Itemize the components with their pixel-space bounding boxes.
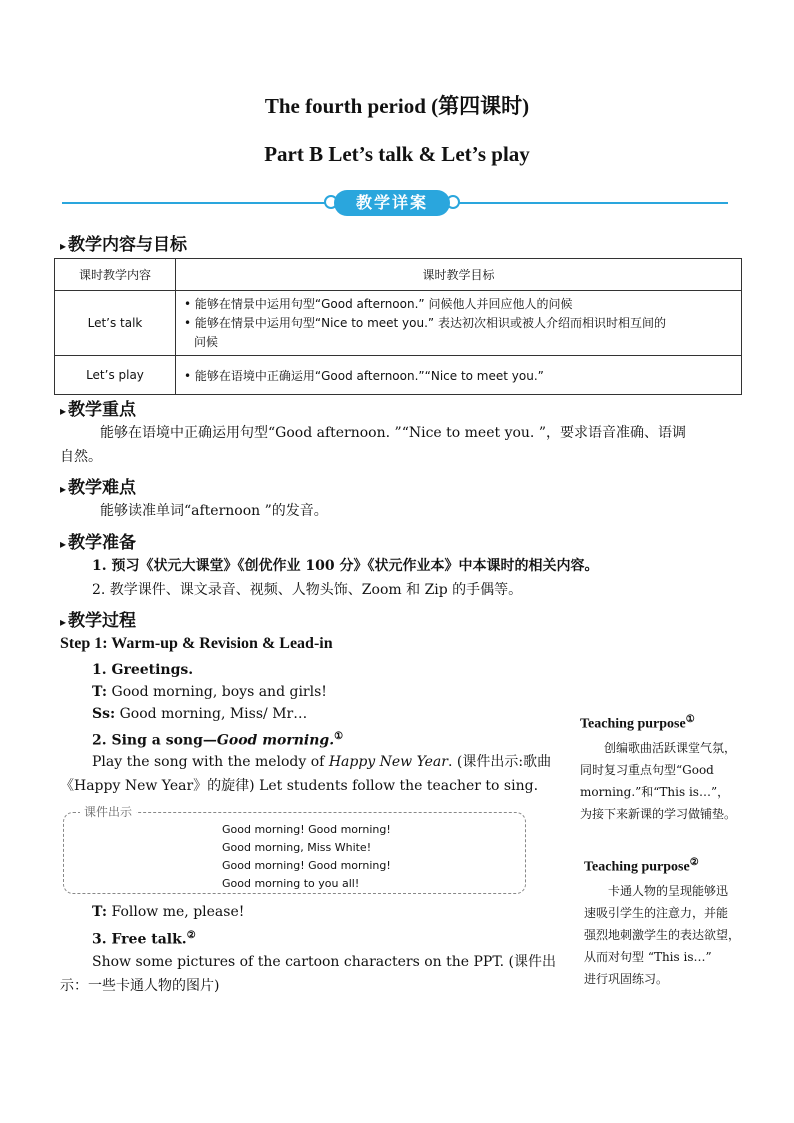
purpose-line: 从而对句型 “This is…” <box>584 950 712 964</box>
sing-song-title: Good morning. <box>216 732 335 749</box>
dialogue-text: Good morning, Miss/ Mr… <box>115 706 308 722</box>
purpose-line: 速吸引学生的注意力，并能 <box>584 906 729 920</box>
table-row <box>55 291 742 356</box>
goal-item: • 能够在情景中运用句型“Good afternoon.” 问候他人并回应他人的问候 <box>184 296 573 311</box>
teaching-purpose-label: Teaching purpose <box>580 716 686 732</box>
section-heading-prep: ▸ 教学准备 <box>60 528 136 553</box>
goal-item-continued: 问候 <box>194 334 219 349</box>
section-heading-goals: ▸ 教学内容与目标 <box>60 230 187 255</box>
prep-item: 2. 教学课件、课文录音、视频、人物头饰、Zoom 和 Zip 的手偶等。 <box>92 582 523 598</box>
play-text-a: Play the song with the melody of <box>92 754 329 770</box>
purpose-line: 卡通人物的呈现能够迅 <box>608 884 729 898</box>
teaching-purpose-label: Teaching purpose <box>584 859 690 875</box>
purpose-line: 为接下来新课的学习做铺垫。 <box>580 807 737 821</box>
key-text: 能够在语境中正确运用句型“Good afternoon. ”“Nice to meet you. ”，要求语音准确、语调 <box>100 425 686 441</box>
free-talk-label: 3. Free talk. <box>92 931 187 948</box>
goal-item: • 能够在语境中正确运用“Good afternoon.”“Nice to meet you.” <box>184 368 544 383</box>
greetings-heading: 1. Greetings. <box>92 662 194 678</box>
table-header-content: 课时教学内容 <box>55 259 176 291</box>
page-title: The fourth period (第四课时) <box>264 94 530 118</box>
teaching-purpose-text <box>584 880 764 990</box>
page-subtitle: Part B Let’s talk & Let’s play <box>264 142 530 166</box>
sing-prefix: 2. Sing a song— <box>92 732 217 749</box>
play-text-c: . (课件出示:歌曲 <box>447 754 552 770</box>
sing-heading <box>92 726 343 752</box>
difficult-text: 能够读准单词“afternoon ”的发音。 <box>100 503 328 519</box>
show-text: Show some pictures of the cartoon characters on the PPT. (课件出 <box>92 954 556 970</box>
table-cell-goals <box>176 291 742 356</box>
dialogue-line-teacher <box>92 681 327 703</box>
prep-item: 1. 预习《状元大课堂》《创优作业 100 分》《状元作业本》中本课时的相关内容。 <box>92 558 599 574</box>
teaching-purpose-title <box>584 857 699 876</box>
dialogue-line-students <box>92 703 307 725</box>
song-line: Good morning to you all! <box>222 877 360 890</box>
play-text-continued: 《Happy New Year》的旋律) Let students follow the teacher to sing. <box>60 778 539 794</box>
purpose-line: 创编歌曲活跃课堂气氛， <box>604 741 737 755</box>
play-song-name: Happy New Year <box>328 754 448 770</box>
courseware-label: 课件出示 <box>80 803 136 820</box>
speaker-label: T: <box>92 904 108 920</box>
section-heading-process: ▸ 教学过程 <box>60 606 136 631</box>
table-cell-content: Let’s talk <box>55 291 176 356</box>
table-row <box>55 356 742 395</box>
banner-label: 教学详案 <box>334 190 450 216</box>
purpose-line: 进行巩固练习。 <box>584 972 669 986</box>
purpose-line: 同时复习重点句型“Good <box>580 763 714 777</box>
speaker-label: Ss: <box>92 706 116 722</box>
section-heading-key: ▸ 教学重点 <box>60 395 136 420</box>
step-heading: Step 1: Warm-up & Revision & Lead-in <box>60 635 333 652</box>
speaker-label: T: <box>92 684 108 700</box>
dialogue-text: Good morning, boys and girls! <box>107 684 327 700</box>
dialogue-text: Follow me, please! <box>107 904 245 920</box>
purpose-line: 强烈地刺激学生的表达欲望， <box>584 928 741 942</box>
table-header-goals: 课时教学目标 <box>176 259 742 291</box>
dialogue-line-teacher <box>92 901 244 923</box>
banner-line-right <box>456 202 728 204</box>
table-cell-content: Let’s play <box>55 356 176 395</box>
table-cell-goals <box>176 356 742 395</box>
goals-table <box>54 258 742 395</box>
purpose-line: morning.”和“This is…”， <box>580 785 730 799</box>
footnote-marker: ① <box>334 731 344 742</box>
key-text-continued: 自然。 <box>60 449 102 465</box>
footnote-marker: ② <box>689 857 699 868</box>
footnote-marker: ② <box>186 930 196 941</box>
section-heading-difficult: ▸ 教学难点 <box>60 473 136 498</box>
banner-line-left <box>62 202 330 204</box>
table-header-row <box>55 259 742 291</box>
song-line: Good morning! Good morning! <box>222 859 391 872</box>
song-line: Good morning! Good morning! <box>222 823 391 836</box>
play-text <box>92 751 551 773</box>
teaching-purpose-text <box>580 737 760 825</box>
song-line: Good morning, Miss White! <box>222 841 372 854</box>
show-text-continued: 示：一些卡通人物的图片) <box>60 978 220 994</box>
goal-item: • 能够在情景中运用句型“Nice to meet you.” 表达初次相识或被人介绍而相识时相互间的 <box>184 315 666 330</box>
free-talk-heading <box>92 925 196 951</box>
footnote-marker: ① <box>685 714 695 725</box>
teaching-purpose-title <box>580 714 695 733</box>
